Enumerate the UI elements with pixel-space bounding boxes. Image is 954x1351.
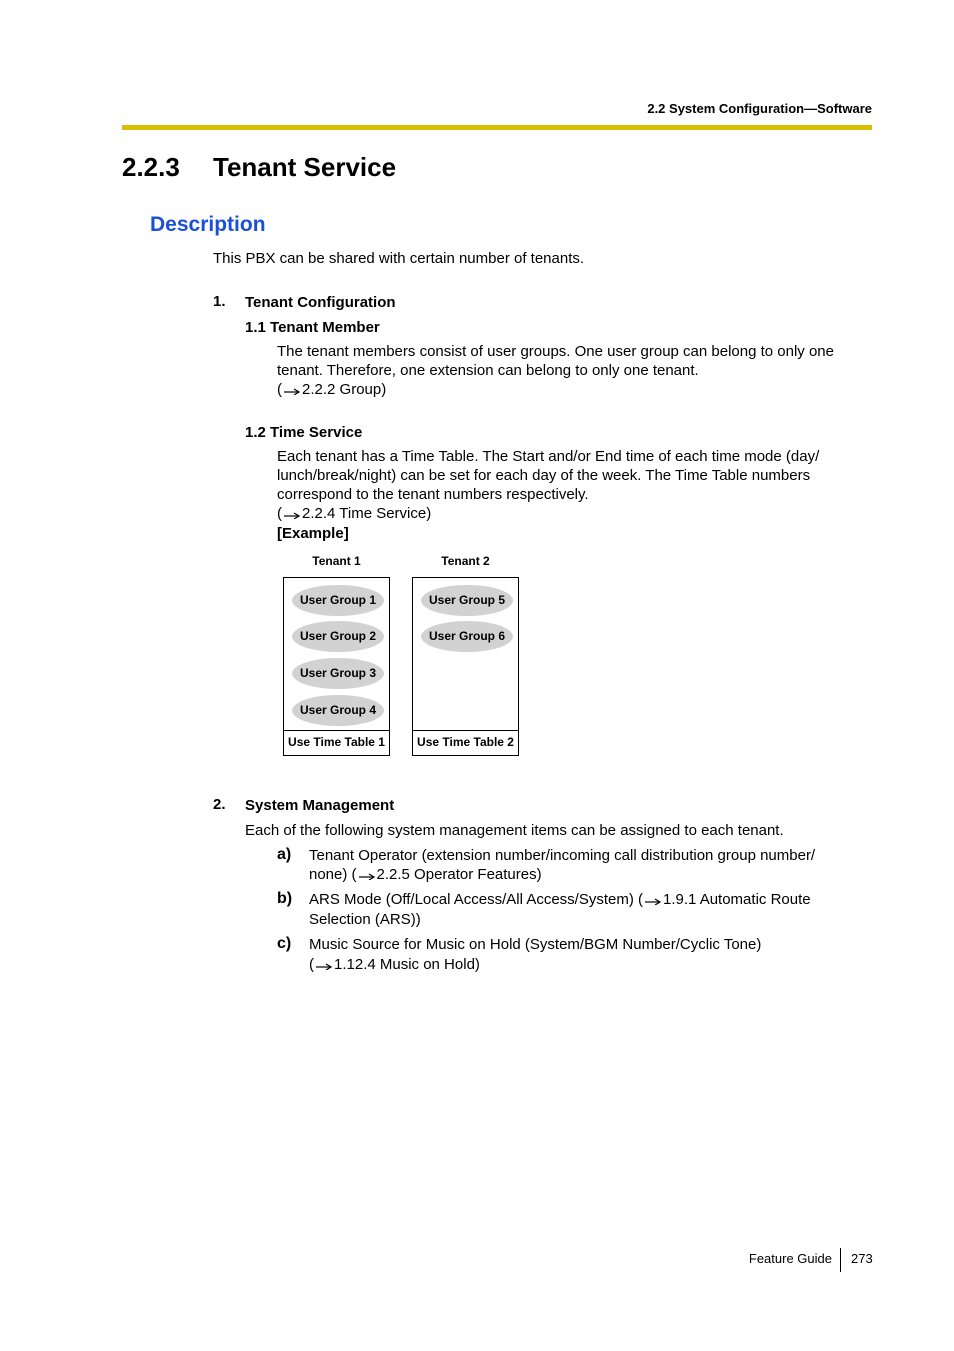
user-group-ellipse: User Group 5 <box>421 585 513 616</box>
footer-divider <box>840 1248 841 1272</box>
tenant2-label: Tenant 2 <box>441 554 490 568</box>
paren-open: ( <box>277 505 282 522</box>
paren-open: ( <box>277 381 282 398</box>
tenant2-box <box>412 577 519 756</box>
reference-link[interactable]: 2.2.2 Group) <box>302 381 387 398</box>
sub1-title: 1.1 Tenant Member <box>245 319 380 336</box>
sub1-line1: The tenant members consist of user groups. One user group can belong to only one <box>277 343 834 360</box>
intro-text: This PBX can be shared with certain number of tenants. <box>213 250 585 267</box>
example-label: [Example] <box>277 525 349 542</box>
arrow-right-icon <box>357 870 377 879</box>
description-heading: Description <box>150 213 266 236</box>
section-title: Tenant Service <box>213 152 397 182</box>
item-a-line2-text: none) ( <box>309 866 357 883</box>
item-b-mark: b) <box>277 890 293 907</box>
item-c-line2-text: ( <box>309 956 314 973</box>
reference-link[interactable]: 2.2.5 Operator Features) <box>376 866 542 883</box>
user-group-ellipse: User Group 3 <box>292 658 384 689</box>
sub1-reference <box>277 380 386 399</box>
section-number: 2.2.3 <box>122 152 180 182</box>
reference-link[interactable]: 1.9.1 Automatic Route <box>663 891 811 908</box>
arrow-right-icon <box>643 895 663 904</box>
item2-title: System Management <box>245 797 395 814</box>
sub2-line1: Each tenant has a Time Table. The Start and/or End time of each time mode (day/ <box>277 448 820 465</box>
arrow-right-icon <box>282 509 302 518</box>
footer-guide-title: Feature Guide <box>748 1251 832 1266</box>
tenant1-label: Tenant 1 <box>312 554 361 568</box>
item1-number: 1. <box>213 293 226 310</box>
sub2-line2: lunch/break/night) can be set for each day of the week. The Time Table numbers <box>277 467 811 484</box>
sub1-line2: tenant. Therefore, one extension can belong to only one tenant. <box>277 362 699 379</box>
tenant1-box <box>283 577 390 756</box>
item-a-mark: a) <box>277 846 292 863</box>
arrow-right-icon <box>282 385 302 394</box>
arrow-right-icon <box>314 960 334 969</box>
item-c-mark: c) <box>277 935 292 952</box>
item-c-line2 <box>309 955 480 974</box>
tenant2-time-table: Use Time Table 2 <box>413 730 518 755</box>
item2-number: 2. <box>213 796 226 813</box>
user-group-ellipse: User Group 6 <box>421 621 513 652</box>
reference-link[interactable]: 2.2.4 Time Service) <box>302 505 432 522</box>
item-b-line1-text: ARS Mode (Off/Local Access/All Access/System) ( <box>309 891 643 908</box>
item-b-line2: Selection (ARS)) <box>309 911 421 928</box>
item-b-line1 <box>309 890 811 909</box>
page-number: 273 <box>851 1251 873 1266</box>
item1-title: Tenant Configuration <box>245 294 396 311</box>
item-c-line1: Music Source for Music on Hold (System/BGM Number/Cyclic Tone) <box>309 936 762 953</box>
sub2-line3: correspond to the tenant numbers respectively. <box>277 486 589 503</box>
user-group-ellipse: User Group 4 <box>292 695 384 726</box>
sub2-title: 1.2 Time Service <box>245 424 363 441</box>
reference-link[interactable]: 1.12.4 Music on Hold) <box>334 956 480 973</box>
item-a-line2 <box>309 865 542 884</box>
item-a-line1: Tenant Operator (extension number/incoming call distribution group number/ <box>309 847 816 864</box>
running-header: 2.2 System Configuration—Software <box>647 101 872 116</box>
user-group-ellipse: User Group 1 <box>292 585 384 616</box>
sub2-reference <box>277 504 431 523</box>
header-rule <box>122 125 872 130</box>
item2-intro: Each of the following system management items can be assigned to each tenant. <box>245 822 784 839</box>
user-group-ellipse: User Group 2 <box>292 621 384 652</box>
tenant1-time-table: Use Time Table 1 <box>284 730 389 755</box>
